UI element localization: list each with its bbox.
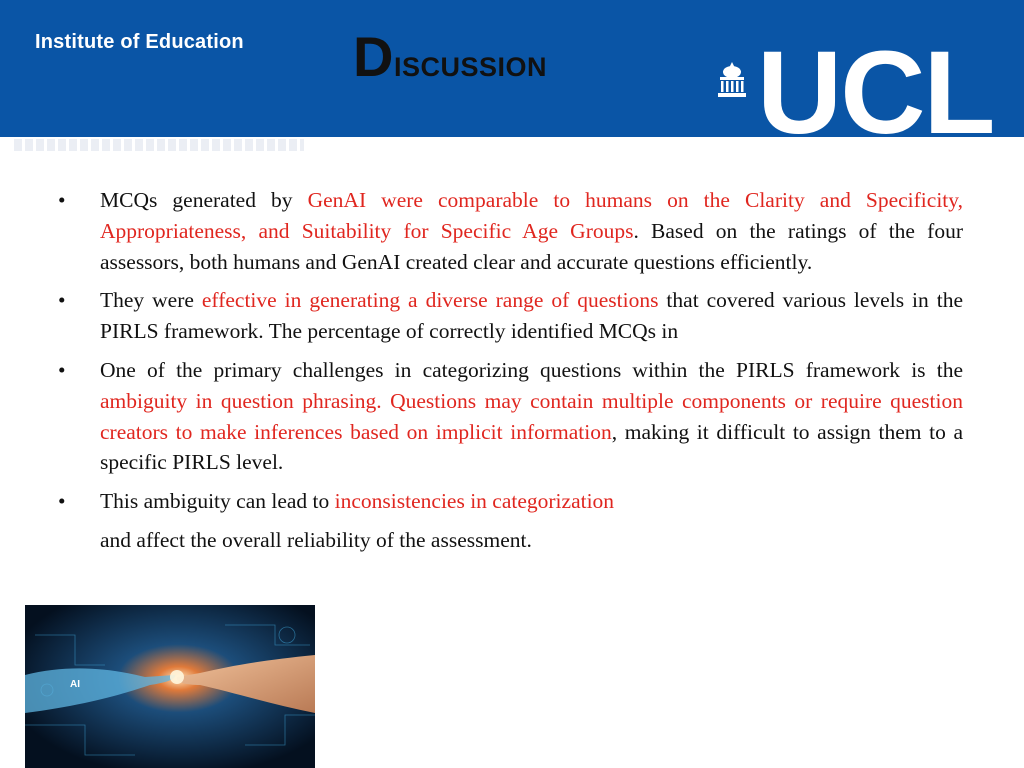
- bullet-highlight: ambiguity in question phrasing. Questions may contain multiple components or require question creators to make inferences based on implicit information: [100, 388, 963, 444]
- title-rest: iscussion: [393, 43, 547, 85]
- portico-icon: [712, 60, 752, 102]
- bullet-highlight: inconsistencies in categorization: [334, 489, 615, 514]
- bullet-text: . Based on the ratings of the four assessors, both humans and GenAI created clear and accurate questions efficiently.: [100, 218, 963, 274]
- faded-subtitle-decoration: [14, 139, 304, 151]
- bullet-item: [58, 486, 963, 517]
- bullet-text: that covered various levels in the PIRLS framework. The percentage of correctly identified MCQs in: [100, 288, 963, 344]
- bullet-text: , making it difficult to assign them to a specific PIRLS level.: [100, 419, 963, 475]
- bullet-item: [58, 185, 963, 277]
- institute-name: Institute of Education: [35, 31, 244, 53]
- bullet-text: MCQs generated by: [100, 188, 308, 212]
- title-first-letter: D: [353, 25, 394, 88]
- bullet-list: [58, 185, 963, 556]
- ai-hand-image: [25, 605, 315, 768]
- bullet-dot: •: [58, 288, 66, 313]
- bullet-highlight: effective in generating a diverse range of questions: [201, 288, 659, 313]
- bullet-dot: •: [58, 357, 66, 382]
- header-band: [0, 0, 1024, 159]
- bullet-item: [58, 285, 963, 347]
- ucl-logo: UCL: [757, 27, 994, 159]
- bullet-text: One of the primary challenges in categorizing questions within the PIRLS framework is the: [100, 357, 963, 382]
- bullet-highlight: GenAI were comparable to humans on the Clarity and Specificity, Appropriateness, and Suitability for Specific Age Groups: [100, 188, 963, 243]
- bullet-continuation: and affect the overall reliability of the assessment.: [100, 527, 532, 552]
- slide-title: [353, 24, 547, 89]
- ai-label: AI: [70, 679, 80, 690]
- bullet-dot: •: [58, 489, 66, 514]
- bullet-item: [58, 355, 963, 478]
- bullet-dot: •: [58, 188, 66, 212]
- bullet-text: They were: [100, 288, 202, 313]
- bullet-text: This ambiguity can lead to: [100, 489, 335, 514]
